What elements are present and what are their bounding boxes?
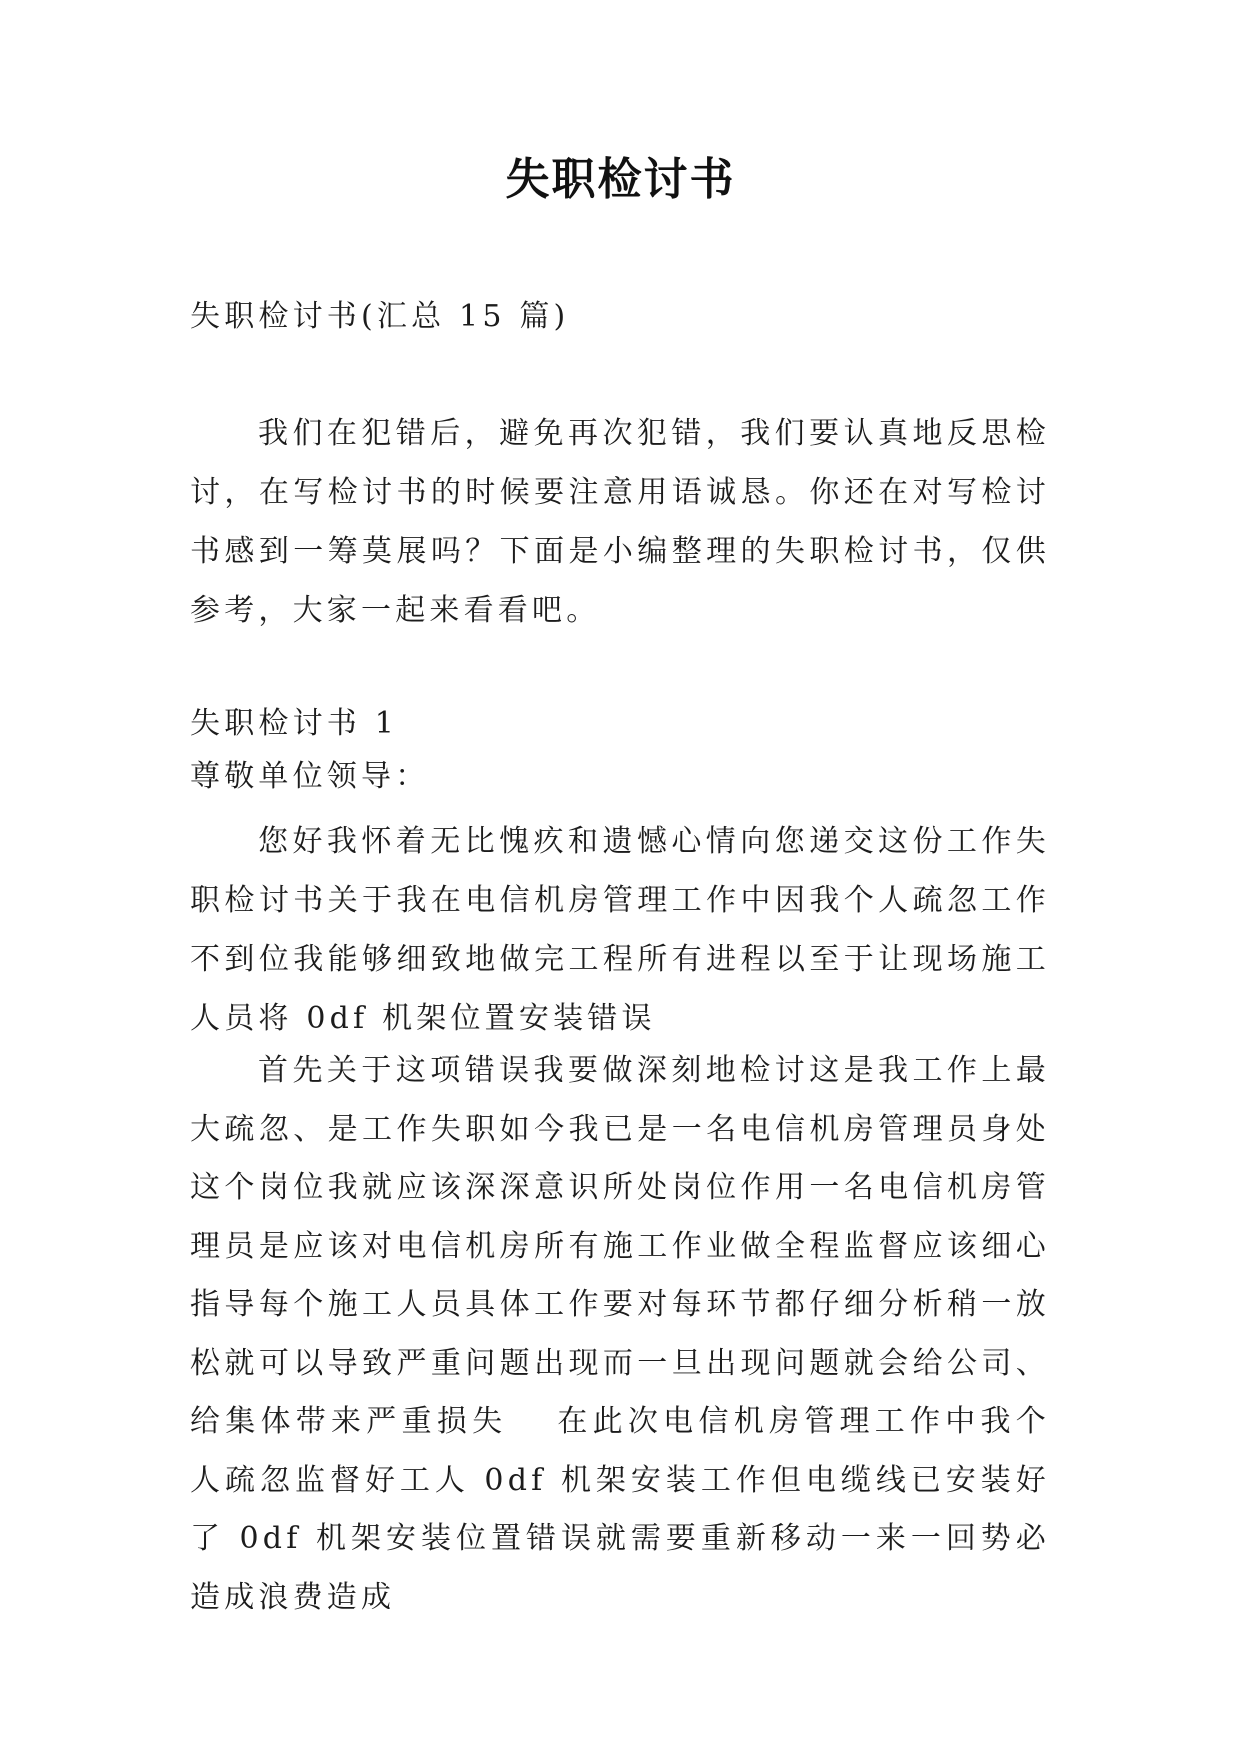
section-heading: 失职检讨书 1 (190, 706, 399, 741)
intro-paragraph: 我们在犯错后，避免再次犯错，我们要认真地反思检讨，在写检讨书的时候要注意用语诚恳。你还在对写检讨书感到一筹莫展吗？下面是小编整理的失职检讨书，仅供参考，大家一起来看看吧。 (190, 416, 1050, 628)
salutation: 尊敬单位领导： (190, 759, 430, 794)
document-title: 失职检讨书 (505, 154, 736, 205)
body-paragraph: 您好我怀着无比愧疚和遗憾心情向您递交这份工作失职检讨书关于我在电信机房管理工作中因我个人疏忽工作不到位我能够细致地做完工程所有进程以至于让现场施工人员将 0df 机架位置安装错误 (190, 824, 1050, 1036)
document-subtitle: 失职检讨书(汇总 15 篇) (190, 299, 570, 334)
body-paragraph: 首先关于这项错误我要做深刻地检讨这是我工作上最大疏忽、是工作失职如今我已是一名电信机房管理员身处这个岗位我就应该深深意识所处岗位作用一名电信机房管理员是应该对电信机房所有施工作业做全程监督应该细心指导每个施工人员具体工作要对每环节都仔细分析稍一放松就可以导致严重问题出现而一旦出现问题就会给公司、给集体带来严重损失 在此次电信机房管理工作中我个人疏忽监督好工人 0df 机架安装工作但电缆线已安装好了 0df 机架安装位置错误就需要重新移动一来一回势必造成浪费造成 (190, 1053, 1050, 1615)
